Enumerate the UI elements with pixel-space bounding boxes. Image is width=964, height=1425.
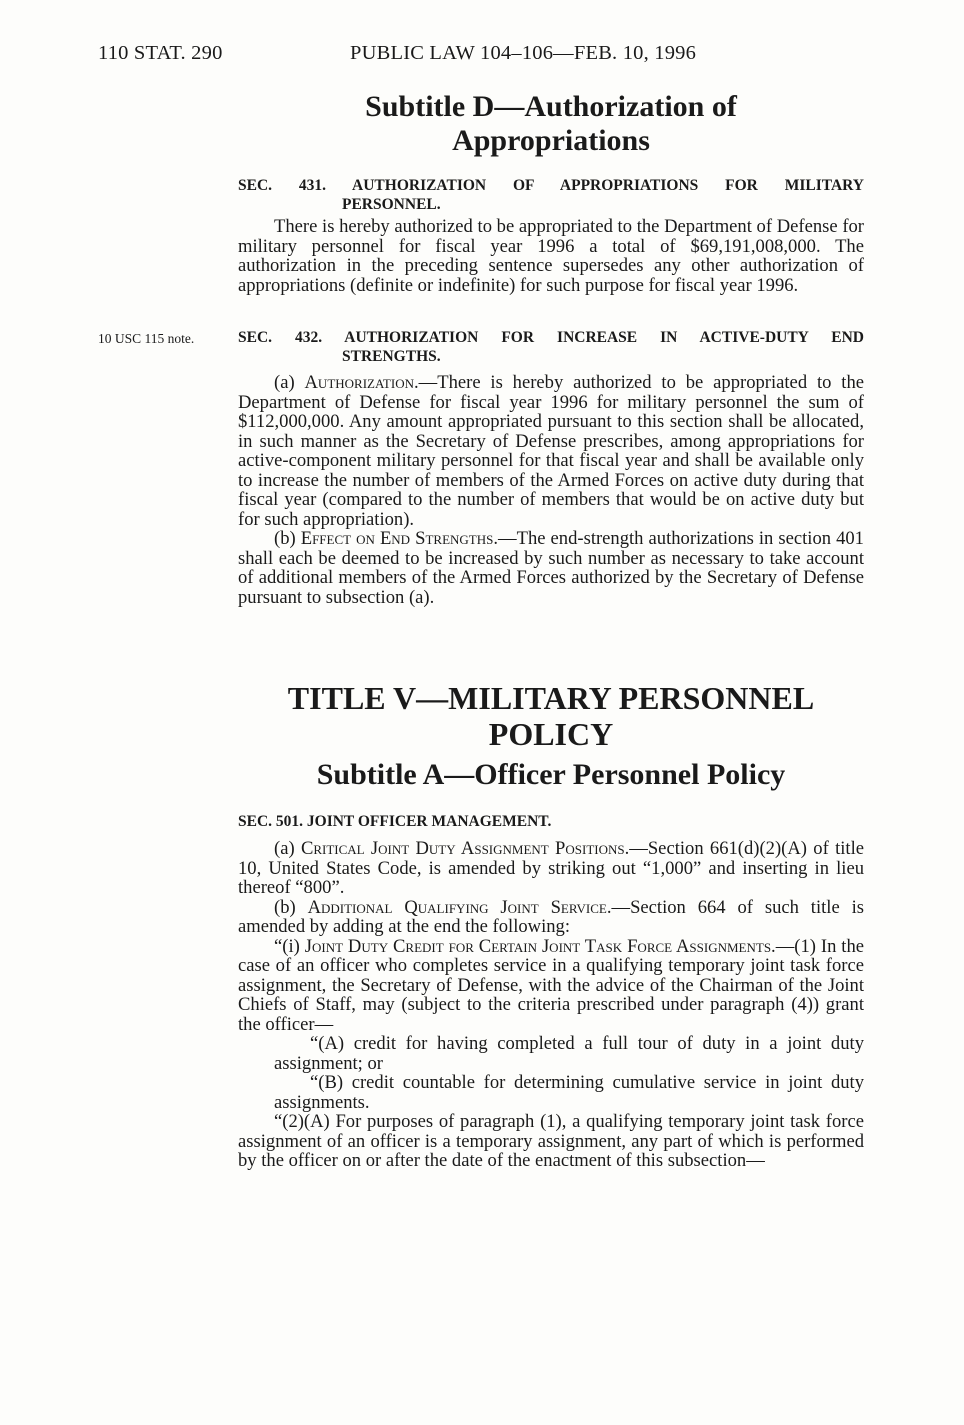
subsection-b-label: (b): [274, 528, 301, 549]
s501-clause-A: “(A) credit for having completed a full tour of duty in a joint duty assignment; or: [274, 1033, 864, 1074]
section-501-heading: SEC. 501. JOINT OFFICER MANAGEMENT.: [238, 813, 552, 830]
section-432-heading-line2: STRENGTHS.: [342, 348, 441, 365]
s501-b-text: —Section 664 of such title is amended by adding at the end the following:: [238, 896, 864, 937]
subsection-a-label: (a): [274, 372, 305, 393]
subtitle-d-heading: [238, 90, 864, 158]
subtitle-d-line1: Subtitle D—Authorization of: [365, 90, 737, 123]
s501-i-text: —(1) In the case of an officer who completes service in a qualifying temporary joint task force assignment, the Secretary of Defense, with the advice of the Chairman of the Joint Chiefs of Staff, may (subject to the criteria prescribed under paragraph (4)) grant the officer—: [238, 935, 865, 1035]
section-432-subsection-b: [238, 529, 864, 607]
section-431-heading-line1: SEC. 431. AUTHORIZATION OF APPROPRIATIONS FOR MILITARY: [238, 177, 864, 194]
s501-a-caption: Critical Joint Duty Assignment Positions.: [300, 838, 630, 859]
subtitle-d-line2: Appropriations: [452, 124, 650, 157]
s501-b-caption: Additional Qualifying Joint Service.: [307, 896, 612, 918]
section-501-subsection-b: [238, 898, 864, 937]
title-v-line2: POLICY: [488, 716, 614, 752]
s501-i-caption: Joint Duty Credit for Certain Joint Task Force Assignments.: [304, 935, 776, 957]
margin-note-432: 10 USC 115 note.: [98, 331, 195, 346]
title-v-line1: TITLE V—MILITARY PERSONNEL: [287, 680, 815, 716]
subtitle-a-text: Subtitle A—Officer Personnel Policy: [316, 758, 786, 791]
subsection-a-text: —There is hereby authorized to be appropriated to the Department of Defense for fiscal year 1996 for military personnel the sum of $112,000,000. Any amount appropriated pursuant to this section shall be allocated, in such manner as the Secretary of Defense prescribes, among appropriations for active-component military personnel for that fiscal year and shall be available only to increase the number of members of the Armed Forces on active duty during that fiscal year (compared to the number of members that would be on active duty but for such appropriation).: [238, 372, 864, 530]
section-432: [238, 328, 864, 607]
s501-clause-B: “(B) credit countable for determining cumulative service in joint duty assignments.: [274, 1072, 864, 1113]
section-432-heading-line1: SEC. 432. AUTHORIZATION FOR INCREASE IN ACTIVE-DUTY END: [238, 329, 864, 346]
subtitle-a-heading: [238, 758, 864, 792]
section-501: [238, 812, 864, 1171]
page-stat-number: 110 STAT. 290: [98, 42, 223, 64]
subsection-b-text: —The end-strength authorizations in section 401 shall each be deemed to be increased by such number as necessary to take account of additional members of the Armed Forces authorized by the Secretary of Defense pursuant to subsection (a).: [238, 528, 864, 608]
public-law-citation: PUBLIC LAW 104–106—FEB. 10, 1996: [350, 42, 697, 64]
section-431-heading: [238, 176, 864, 214]
title-v-heading: [238, 680, 864, 752]
s501-b-label: (b): [274, 896, 308, 918]
s501-paragraph-2: “(2)(A) For purposes of paragraph (1), a qualifying temporary joint task force assignment of an officer is a temporary assignment, any part of which is performed by the officer on or after the date of the enactment of this subsection—: [238, 1111, 864, 1171]
section-432-heading: [238, 328, 864, 366]
s501-a-text: —Section 661(d)(2)(A) of title 10, United States Code, is amended by striking out “1,000” and inserting in lieu thereof “800”.: [238, 838, 864, 898]
subsection-a-caption: Authorization.: [304, 372, 419, 393]
section-501-subsection-a: [238, 839, 864, 898]
s501-a-label: (a): [274, 838, 301, 859]
section-431-text: There is hereby authorized to be appropriated to the Department of Defense for military personnel for fiscal year 1996 a total of $69,191,008,000. The authorization in the preceding sentence supersedes any other authorization of appropriations (definite or indefinite) for such purpose for fiscal year 1996.: [238, 216, 864, 296]
section-431: [238, 176, 864, 295]
subsection-b-caption: Effect on End Strengths.: [300, 528, 498, 549]
s501-i-label: “(i): [274, 935, 305, 957]
section-501-new-subsection-i: [238, 937, 864, 1035]
section-432-subsection-a: [238, 373, 864, 529]
section-431-heading-line2: PERSONNEL.: [342, 196, 441, 213]
